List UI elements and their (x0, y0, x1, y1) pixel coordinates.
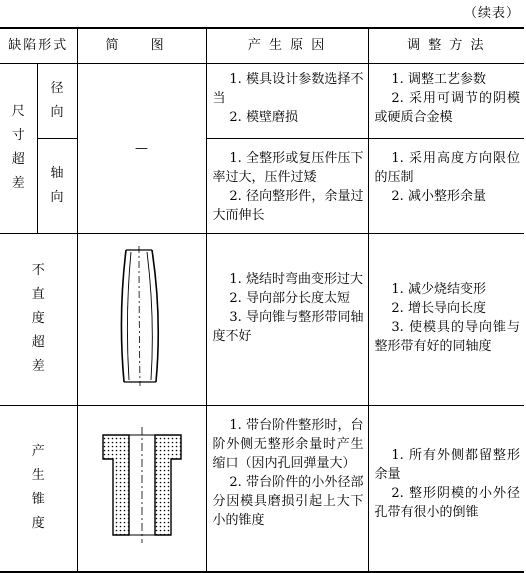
stepped-bushing-section-sketch-icon (77, 405, 206, 572)
table-row-taper (0, 405, 524, 572)
size-sketch-dash: — (77, 63, 206, 233)
size-deviation-label: 尺 寸 超 差 (0, 63, 37, 233)
axial-fixes: 1. 采用高度方向限位的压制 2. 减小整形余量 (368, 138, 524, 233)
table-row-radial (0, 63, 524, 138)
straightness-causes: 1. 烧结时弯曲变形过大 2. 导向部分长度太短 3. 导向锥与整形带同轴度不好 (206, 233, 368, 405)
header-method: 调 整 方 法 (368, 28, 524, 63)
bent-cylinder-sketch-icon (77, 233, 206, 405)
straightness-label: 不 直 度 超 差 (0, 233, 77, 405)
header-cause: 产 生 原 因 (206, 28, 368, 63)
taper-fixes: 1. 所有外侧都留整形余量 2. 整形阴模的小外径孔带有很小的倒锥 (368, 405, 524, 572)
axial-causes: 1. 全整形或复压件压下率过大，压件过矮 2. 径向整形件，余量过大而伸长 (206, 138, 368, 233)
taper-label: 产 生 锥 度 (0, 405, 77, 572)
header-sketch: 简 图 (77, 28, 206, 63)
radial-label: 径 向 (37, 63, 77, 138)
defect-table (0, 27, 524, 573)
table-caption: （续表） (463, 6, 520, 21)
header-row (0, 28, 524, 63)
taper-causes: 1. 带台阶件整形时，台阶外侧无整形余量时产生缩口（因内孔回弹量大） 2. 带台阶件的小外径部分因模具磨损引起上大下小的锥度 (206, 405, 368, 572)
straightness-fixes: 1. 减少烧结变形 2. 增长导向长度 3. 使模具的导向锥与整形带有好的同轴度 (368, 233, 524, 405)
radial-fixes: 1. 调整工艺参数 2. 采用可调节的阴模或硬质合金模 (368, 63, 524, 138)
axial-label: 轴 向 (37, 138, 77, 233)
table-row-straightness (0, 233, 524, 405)
header-defect-form: 缺陷形式 (0, 28, 77, 63)
radial-causes: 1. 模具设计参数选择不当 2. 模壁磨损 (206, 63, 368, 138)
